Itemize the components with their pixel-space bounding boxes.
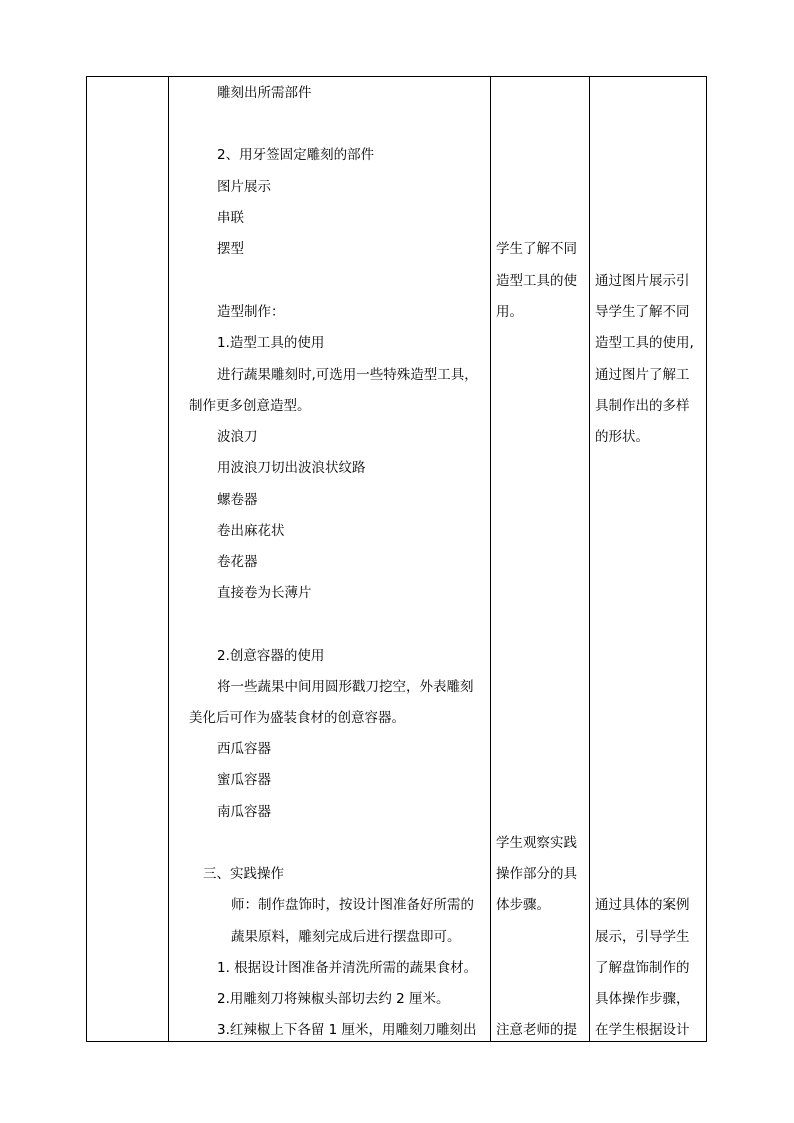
section-heading: 三、实践操作 — [203, 866, 284, 882]
content-line: 1.造型工具的使用 — [217, 335, 325, 351]
intent-line: 通过具体的案例 — [595, 897, 690, 913]
student-line: 注意老师的提 — [496, 1022, 577, 1038]
intent-line: 导学生了解不同 — [595, 304, 690, 320]
content-line: 摆型 — [217, 241, 244, 257]
content-line: 南瓜容器 — [217, 804, 271, 820]
student-line: 用。 — [496, 304, 523, 320]
design-intent-cell — [590, 77, 707, 1041]
intent-line: 具制作出的多样 — [595, 398, 690, 414]
content-line: 进行蔬果雕刻时,可选用一些特殊造型工具， — [217, 367, 478, 383]
content-line: 2.用雕刻刀将辣椒头部切去约 2 厘米。 — [217, 991, 450, 1007]
student-line: 操作部分的具 — [496, 866, 577, 882]
content-line: 1. 根据设计图准备并清洗所需的蔬果食材。 — [217, 960, 478, 976]
student-line: 学生了解不同 — [496, 241, 577, 257]
content-line: 造型制作： — [217, 304, 285, 320]
blank-cell — [87, 77, 168, 1041]
student-line: 学生观察实践 — [496, 835, 577, 851]
content-line: 卷花器 — [217, 554, 258, 570]
content-line: 卷出麻花状 — [217, 523, 285, 539]
content-line: 蔬果原料，雕刻完成后进行摆盘即可。 — [231, 929, 461, 945]
content-line: 用波浪刀切出波浪状纹路 — [217, 460, 366, 476]
content-line: 直接卷为长薄片 — [217, 585, 312, 601]
intent-line: 造型工具的使用, — [595, 335, 694, 351]
teaching-content-cell — [169, 77, 490, 1041]
content-line: 串联 — [217, 210, 244, 226]
intent-line: 通过图片展示引 — [595, 273, 690, 289]
intent-line: 展示，引导学生 — [595, 929, 690, 945]
content-line: 西瓜容器 — [217, 741, 271, 757]
student-line: 造型工具的使 — [496, 273, 577, 289]
content-line: 螺卷器 — [217, 492, 258, 508]
content-line: 波浪刀 — [217, 429, 258, 445]
content-line: 雕刻出所需部件 — [217, 85, 312, 101]
intent-line: 在学生根据设计 — [595, 1022, 690, 1038]
content-line: 师：制作盘饰时，按设计图准备好所需的 — [231, 897, 474, 913]
content-line: 3.红辣椒上下各留 1 厘米，用雕刻刀雕刻出 — [217, 1022, 477, 1038]
content-line: 图片展示 — [217, 179, 271, 195]
student-activity-cell — [491, 77, 589, 1041]
content-line: 将一些蔬果中间用圆形戳刀挖空，外表雕刻 — [217, 679, 474, 695]
intent-line: 的形状。 — [595, 429, 649, 445]
intent-line: 了解盘饰制作的 — [595, 960, 690, 976]
student-line: 体步骤。 — [496, 897, 550, 913]
content-line: 蜜瓜容器 — [217, 772, 271, 788]
content-line: 美化后可作为盛装食材的创意容器。 — [189, 710, 405, 726]
content-line: 制作更多创意造型。 — [189, 398, 311, 414]
content-line: 2.创意容器的使用 — [217, 648, 325, 664]
intent-line: 具体操作步骤， — [595, 991, 690, 1007]
content-line: 2、用牙签固定雕刻的部件 — [217, 147, 375, 163]
intent-line: 通过图片了解工 — [595, 367, 690, 383]
lesson-plan-table — [86, 76, 707, 1042]
